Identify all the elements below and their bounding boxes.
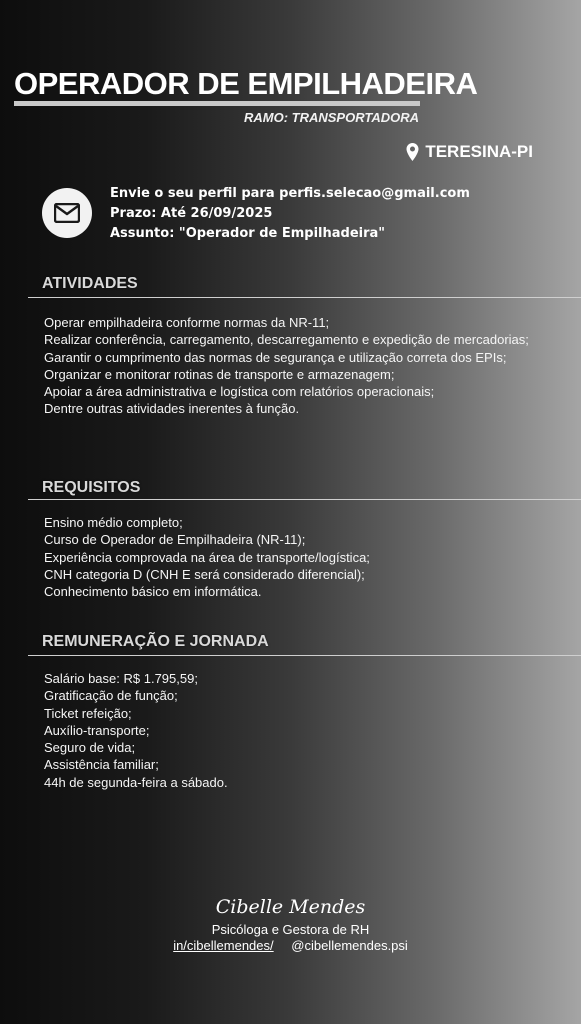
mail-icon-badge (42, 188, 92, 238)
list-item: Conhecimento básico em informática. (44, 584, 262, 600)
social-handles (0, 938, 581, 953)
section-divider (28, 655, 581, 656)
email-subject: Assunto: "Operador de Empilhadeira" (110, 226, 386, 241)
instagram-handle: @cibellemendes.psi (291, 938, 408, 953)
section-title-requisitos: REQUISITOS (42, 479, 141, 496)
envelope-icon (54, 203, 80, 223)
location-text: TERESINA-PI (425, 142, 533, 161)
job-title: OPERADOR DE EMPILHADEIRA (14, 66, 478, 101)
list-item: Experiência comprovada na área de transporte/logística; (44, 549, 370, 565)
email-instruction: Envie o seu perfil para perfis.selecao@gmail.com (110, 186, 470, 201)
list-item: Seguro de vida; (44, 740, 136, 756)
map-pin-icon (406, 143, 419, 161)
section-divider (28, 297, 581, 298)
industry-label: RAMO: TRANSPORTADORA (243, 110, 419, 125)
atividades-list (44, 314, 543, 418)
list-item: Auxílio-transporte; (44, 722, 150, 738)
list-item: Assistência familiar; (44, 757, 159, 773)
list-item: Dentre outras atividades inerentes à função. (44, 401, 300, 417)
list-item: Salário base: R$ 1.795,59; (44, 671, 198, 686)
list-item: 44h de segunda-feira a sábado. (44, 774, 228, 790)
deadline: Prazo: Até 26/09/2025 (110, 206, 273, 221)
section-title-atividades: ATIVIDADES (42, 275, 138, 292)
title-underline-bar (14, 101, 420, 106)
linkedin-link[interactable]: in/cibellemendes/ (173, 938, 274, 953)
list-item: Gratificação de função; (44, 688, 178, 704)
section-title-remuneracao: REMUNERAÇÃO E JORNADA (42, 633, 269, 650)
list-item: Realizar conferência, carregamento, descarregamento e expedição de mercadorias; (44, 332, 529, 348)
list-item: Operar empilhadeira conforme normas da NR-11; (44, 315, 330, 330)
remuneracao-list (44, 670, 543, 791)
location (406, 142, 533, 162)
list-item: Apoiar a área administrativa e logística com relatórios operacionais; (44, 384, 435, 400)
list-item: Organizar e monitorar rotinas de transporte e armazenagem; (44, 366, 395, 382)
section-divider (28, 499, 581, 500)
list-item: Curso de Operador de Empilhadeira (NR-11); (44, 532, 306, 548)
list-item: CNH categoria D (CNH E será considerado diferencial); (44, 566, 365, 582)
author-role: Psicóloga e Gestora de RH (211, 922, 370, 937)
list-item: Ticket refeição; (44, 705, 132, 721)
signature: Cibelle Mendes (215, 896, 366, 918)
list-item: Garantir o cumprimento das normas de segurança e utilização correta dos EPIs; (44, 349, 507, 365)
list-item: Ensino médio completo; (44, 515, 183, 530)
contact-info (110, 184, 470, 244)
requisitos-list (44, 514, 543, 600)
